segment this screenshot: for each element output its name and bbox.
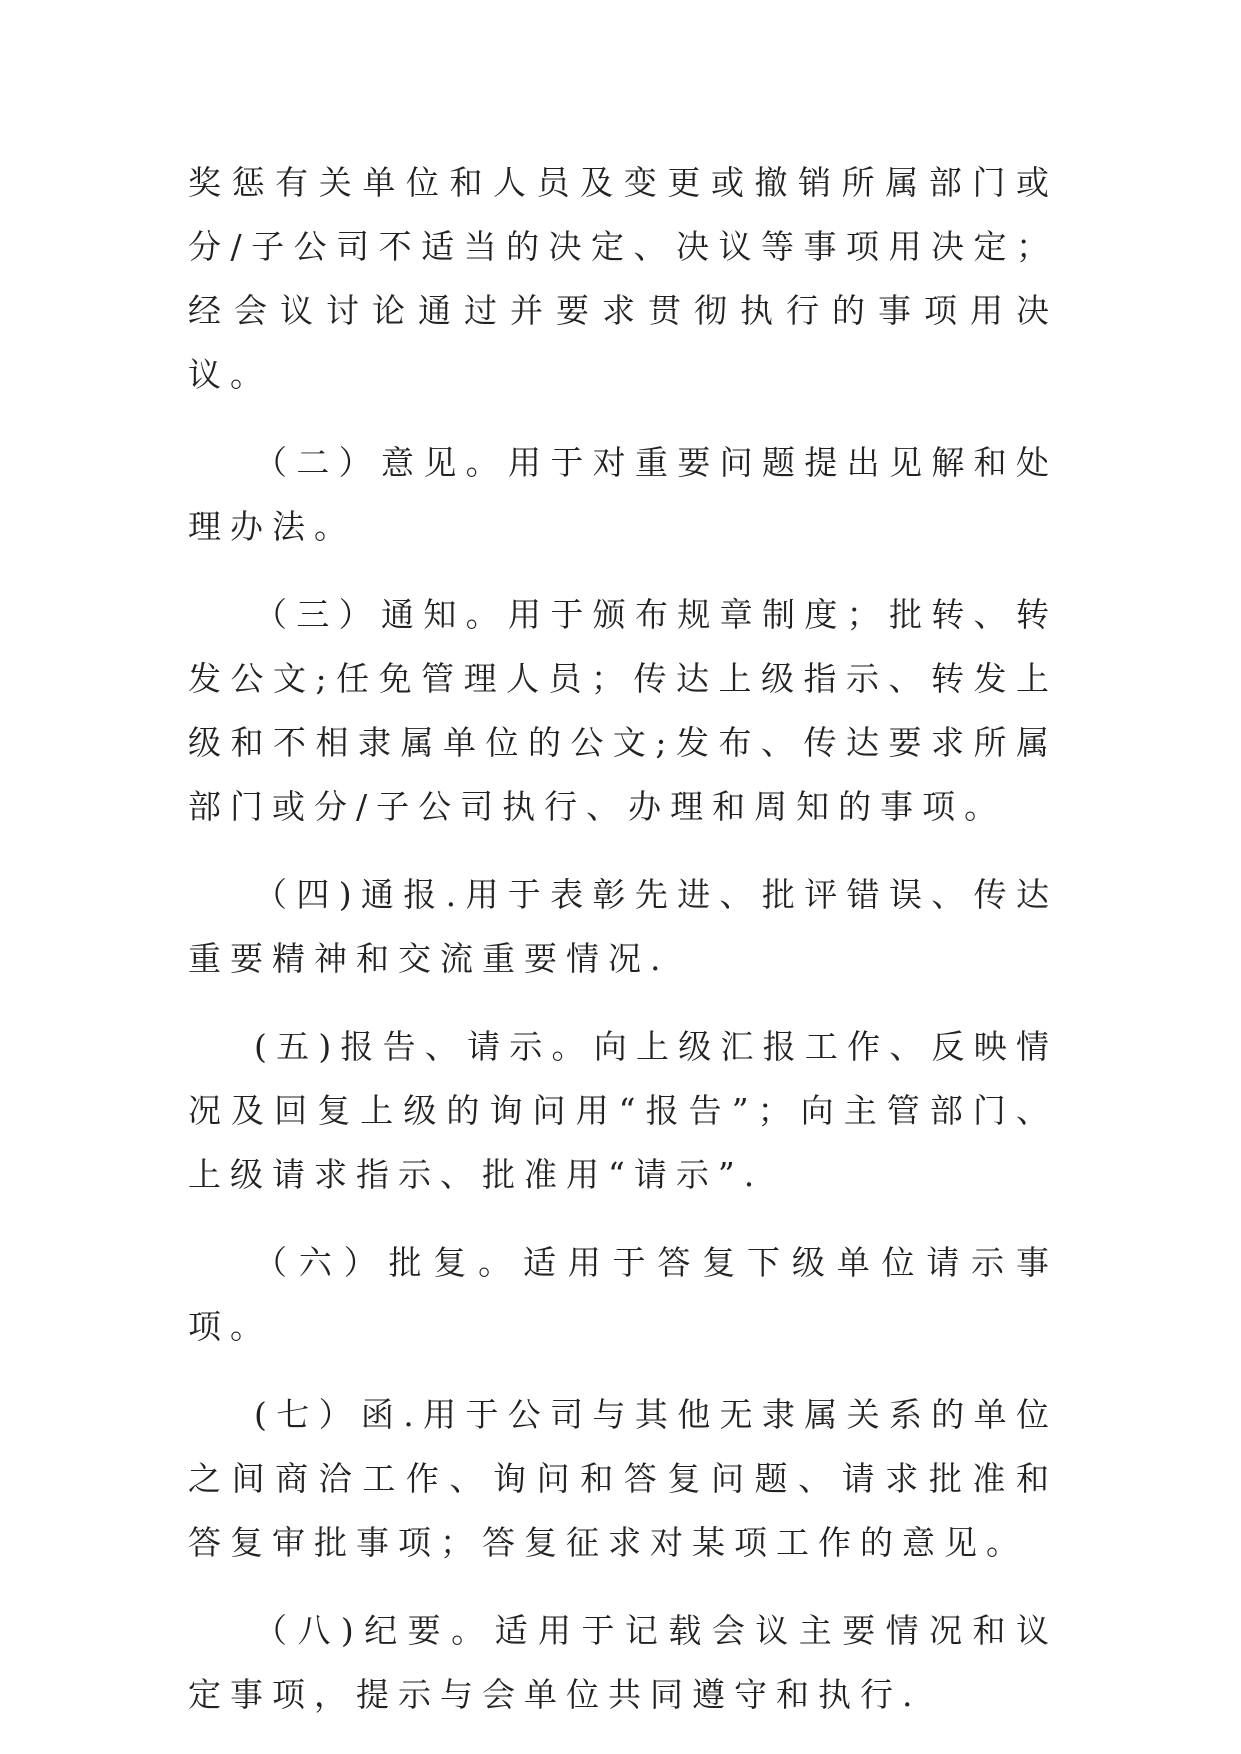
paragraph-decision-continued: 奖惩有关单位和人员及变更或撤销所属部门或分/子公司不适当的决定、决议等事项用决定；经会议讨论通过并要求贯彻执行的事项用决议。 [188,163,1058,394]
paragraph-reply: （六）批复。适用于答复下级单位请示事项。 [188,1243,1058,1346]
document-body [188,151,1058,1751]
paragraph-letter: (七）函.用于公司与其他无隶属关系的单位之间商洽工作、询问和答复问题、请求批准和答复审批事项；答复征求对某项工作的意见。 [188,1395,1058,1562]
paragraph-notice: （三）通知。用于颁布规章制度；批转、转发公文;任免管理人员；传达上级指示、转发上级和不相隶属单位的公文;发布、传达要求所属部门或分/子公司执行、办理和周知的事项。 [188,595,1058,826]
paragraph-minutes: （八)纪要。适用于记载会议主要情况和议定事项，提示与会单位共同遵守和执行. [188,1611,1058,1714]
paragraph-opinion: （二）意见。用于对重要问题提出见解和处理办法。 [188,443,1058,546]
paragraph-report-request: (五)报告、请示。向上级汇报工作、反映情况及回复上级的询问用“报告”；向主管部门、上级请求指示、批准用“请示”. [188,1027,1058,1194]
paragraph-bulletin: （四)通报.用于表彰先进、批评错误、传达重要精神和交流重要情况. [188,875,1058,978]
